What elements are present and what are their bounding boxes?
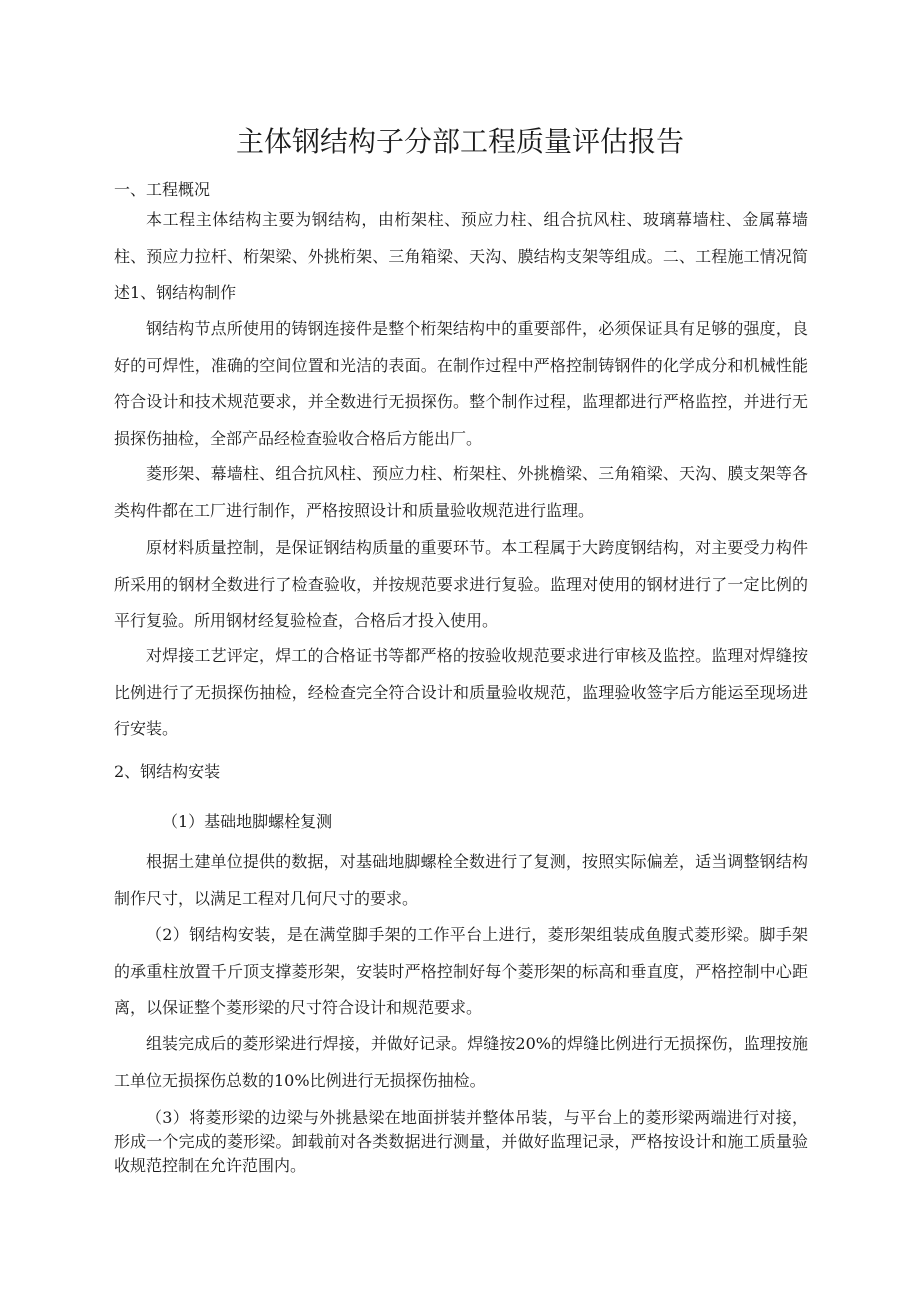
document-title: 主体钢结构子分部工程质量评估报告 [235, 125, 684, 158]
paragraph-anchor-bolt-recheck: 根据土建单位提供的数据，对基础地脚螺栓全数进行了复测，按照实际偏差，适当调整钢结构制作尺寸，以满足工程对几何尺寸的要求。 [114, 852, 808, 908]
section-1-heading: 一、工程概况 [114, 180, 211, 199]
paragraph-factory-fabrication: 菱形架、幕墙柱、组合抗风柱、预应力柱、桁架柱、外挑檐梁、三角箱梁、天沟、膜支架等各类构件都在工厂进行制作，严格按照设计和质量验收规范进行监理。 [114, 464, 808, 520]
subsection-1-heading: （1）基础地脚螺栓复测 [162, 812, 333, 831]
paragraph-beam-assembly: （3）将菱形梁的边梁与外挑悬梁在地面拼装并整体吊装，与平台上的菱形梁两端进行对接，形成一个完成的菱形梁。卸载前对各类数据进行测量，并做好监理记录，严格按设计和施工质量验收规范控制在允许范围内。 [114, 1108, 808, 1175]
paragraph-welding-inspection: 组装完成后的菱形梁进行焊接，并做好记录。焊缝按20%的焊缝比例进行无损探伤，监理按施工单位无损探伤总数的10%比例进行无损探伤抽检。 [114, 1034, 808, 1090]
paragraph-steel-erection: （2）钢结构安装，是在满堂脚手架的工作平台上进行，菱形架组装成鱼腹式菱形梁。脚手架的承重柱放置千斤顶支撑菱形架，安装时严格控制好每个菱形架的标高和垂直度，严格控制中心距离，以保证整个菱形梁的尺寸符合设计和规范要求。 [114, 925, 808, 1017]
section-2-heading: 2、钢结构安装 [114, 762, 221, 781]
paragraph-project-overview: 本工程主体结构主要为钢结构，由桁架柱、预应力柱、组合抗风柱、玻璃幕墙柱、金属幕墙柱、预应力拉杆、桁架梁、外挑桁架、三角箱梁、天沟、膜结构支架等组成。二、工程施工情况简述1、钢结构制作 [114, 210, 808, 302]
paragraph-welding-procedure: 对焊接工艺评定，焊工的合格证书等都严格的按验收规范要求进行审核及监控。监理对焊缝按比例进行了无损探伤抽检，经检查完全符合设计和质量验收规范，监理验收签字后方能运至现场进行安装。 [114, 646, 808, 738]
paragraph-casting-connectors: 钢结构节点所使用的铸钢连接件是整个桁架结构中的重要部件，必须保证具有足够的强度，良好的可焊性，准确的空间位置和光洁的表面。在制作过程中严格控制铸钢件的化学成分和机械性能符合设计和技术规范要求，并全数进行无损探伤。整个制作过程，监理都进行严格监控，并进行无损探伤抽检，全部产品经检查验收合格后方能出厂。 [114, 319, 808, 448]
paragraph-material-quality: 原材料质量控制，是保证钢结构质量的重要环节。本工程属于大跨度钢结构，对主要受力构件所采用的钢材全数进行了检查验收，并按规范要求进行复验。监理对使用的钢材进行了一定比例的平行复验。所用钢材经复验检查，合格后才投入使用。 [114, 538, 808, 630]
